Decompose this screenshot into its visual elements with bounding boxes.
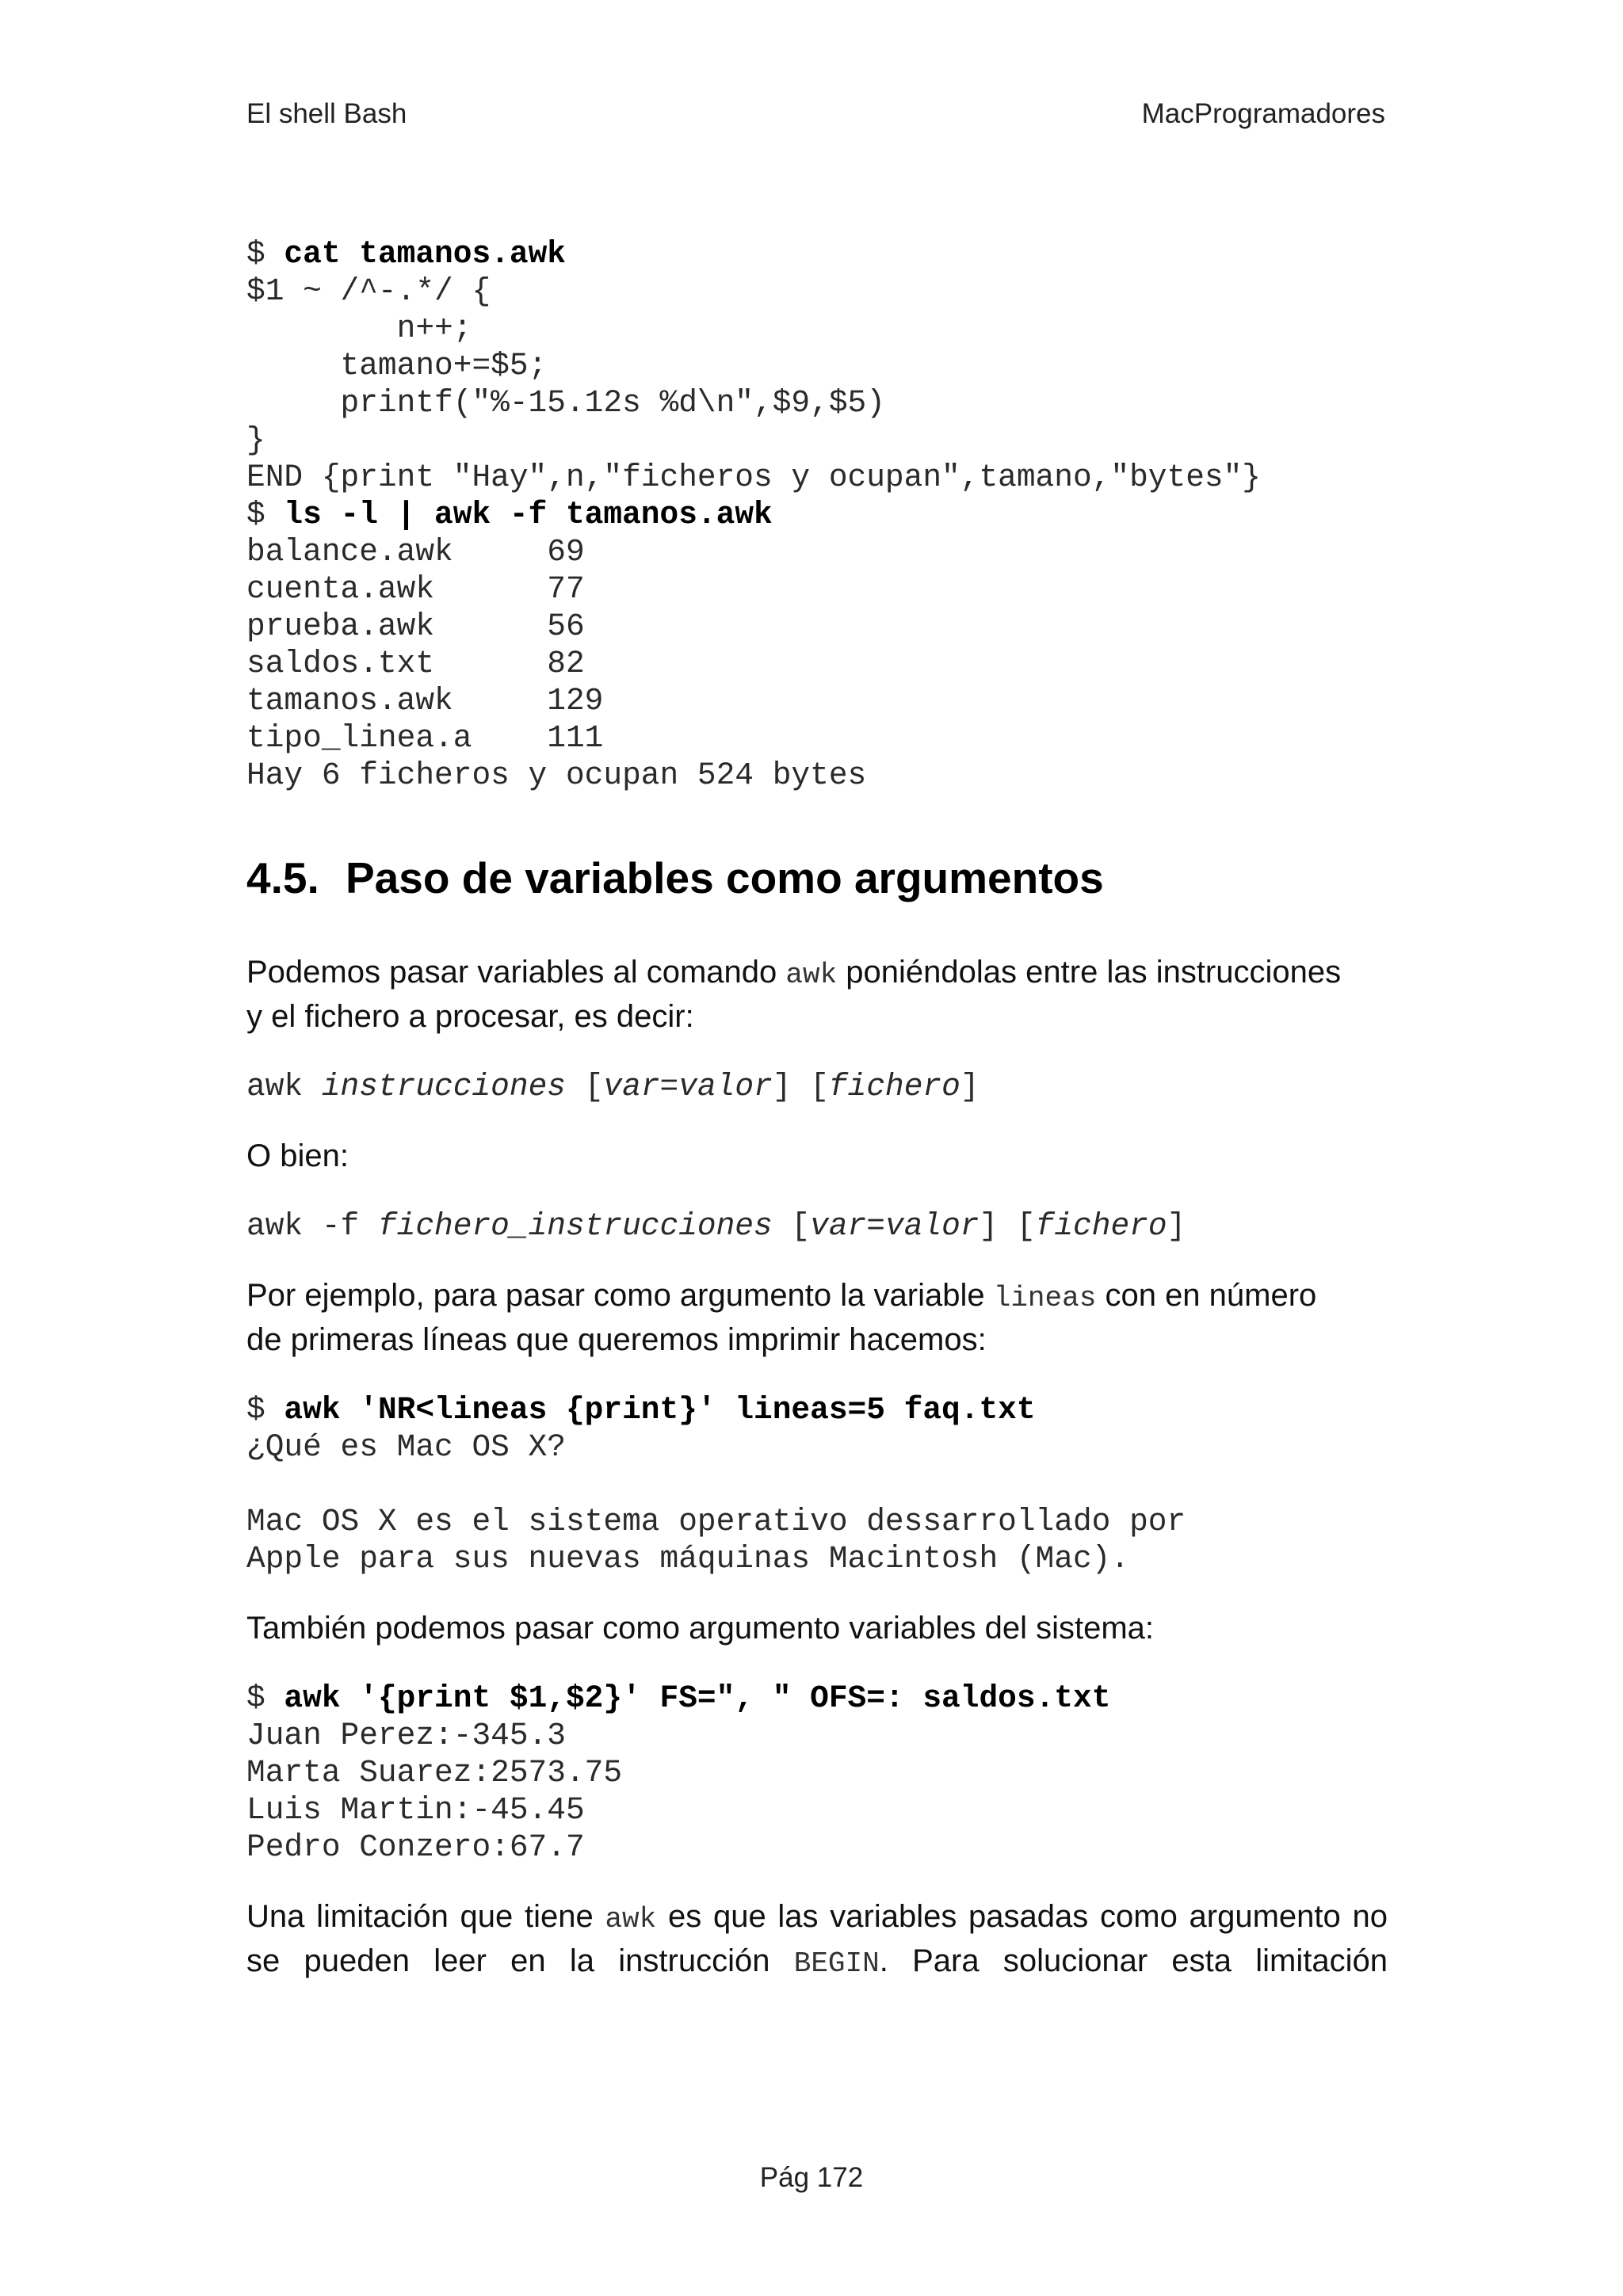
shell-prompt: $ <box>246 236 285 272</box>
output-line: cuenta.awk 77 <box>246 571 585 607</box>
shell-command: cat tamanos.awk <box>284 236 566 272</box>
output-line: Apple para sus nuevas máquinas Macintosh (Mac). <box>246 1541 1130 1577</box>
inline-code-awk: awk <box>785 959 838 991</box>
shell-command: awk 'NR<lineas {print}' lineas=5 faq.txt <box>284 1392 1036 1428</box>
output-line: Juan Perez:-345.3 <box>246 1718 566 1753</box>
output-line: tamanos.awk 129 <box>246 683 604 719</box>
header-book-title: El shell Bash <box>246 98 407 129</box>
shell-prompt: $ <box>246 1392 285 1428</box>
page-number: Pág 172 <box>759 2162 864 2193</box>
output-line: ¿Qué es Mac OS X? <box>246 1429 566 1465</box>
paragraph-o-bien: O bien: <box>246 1138 349 1173</box>
header-site-name: MacProgramadores <box>1141 98 1385 129</box>
paragraph-limitation: Una limitación que tiene awk es que las variables pasadas como argumento no se pueden leer en la instrucción BEGIN. Para solucionar esta limitación <box>246 1899 1388 1980</box>
code-line: printf("%-15.12s %d\n",$9,$5) <box>246 385 885 421</box>
output-line: tipo_linea.a 111 <box>246 720 604 756</box>
code-block-saldos <box>246 1680 1388 1866</box>
shell-command: ls -l | awk -f tamanos.awk <box>284 497 773 532</box>
inline-code-awk: awk <box>605 1903 657 1936</box>
code-block-lineas <box>246 1391 1388 1577</box>
paragraph-example: Por ejemplo, para pasar como argumento la variable lineas con en número de primeras líneas que queremos imprimir hacemos: <box>246 1278 1317 1357</box>
code-line: n++; <box>246 311 472 346</box>
inline-code-begin: BEGIN <box>793 1947 880 1980</box>
page-content <box>246 235 1388 1985</box>
running-header <box>246 98 1385 138</box>
output-line: Luis Martin:-45.45 <box>246 1792 585 1828</box>
inline-code-lineas: lineas <box>993 1282 1097 1314</box>
shell-prompt: $ <box>246 1680 285 1716</box>
section-heading <box>246 852 1388 903</box>
output-line: Marta Suarez:2573.75 <box>246 1755 623 1791</box>
code-line: tamano+=$5; <box>246 348 548 383</box>
code-line: END {print "Hay",n,"ficheros y ocupan",tamano,"bytes"} <box>246 460 1262 495</box>
output-line: Hay 6 ficheros y ocupan 524 bytes <box>246 757 867 793</box>
syntax-line-1: awk instrucciones [var=valor] [fichero] <box>246 1069 980 1104</box>
shell-prompt: $ <box>246 497 285 532</box>
code-block-tamanos-awk <box>246 235 1388 794</box>
code-line: $1 ~ /^-.*/ { <box>246 273 491 309</box>
section-title: Paso de variables como argumentos <box>346 853 1104 902</box>
shell-command: awk '{print $1,$2}' FS=", " OFS=: saldos.txt <box>284 1680 1111 1716</box>
section-number: 4.5. <box>246 853 319 902</box>
output-line: prueba.awk 56 <box>246 608 585 644</box>
output-line: saldos.txt 82 <box>246 646 585 681</box>
syntax-line-2: awk -f fichero_instrucciones [var=valor] [fichero] <box>246 1208 1186 1244</box>
output-line: balance.awk 69 <box>246 534 585 570</box>
code-line: } <box>246 422 265 458</box>
output-line: Pedro Conzero:67.7 <box>246 1829 585 1865</box>
paragraph-intro: Podemos pasar variables al comando awk poniéndolas entre las instrucciones y el fichero a procesar, es decir: <box>246 955 1342 1034</box>
paragraph-system-vars: También podemos pasar como argumento variables del sistema: <box>246 1611 1155 1646</box>
output-line: Mac OS X es el sistema operativo dessarrollado por <box>246 1504 1186 1539</box>
